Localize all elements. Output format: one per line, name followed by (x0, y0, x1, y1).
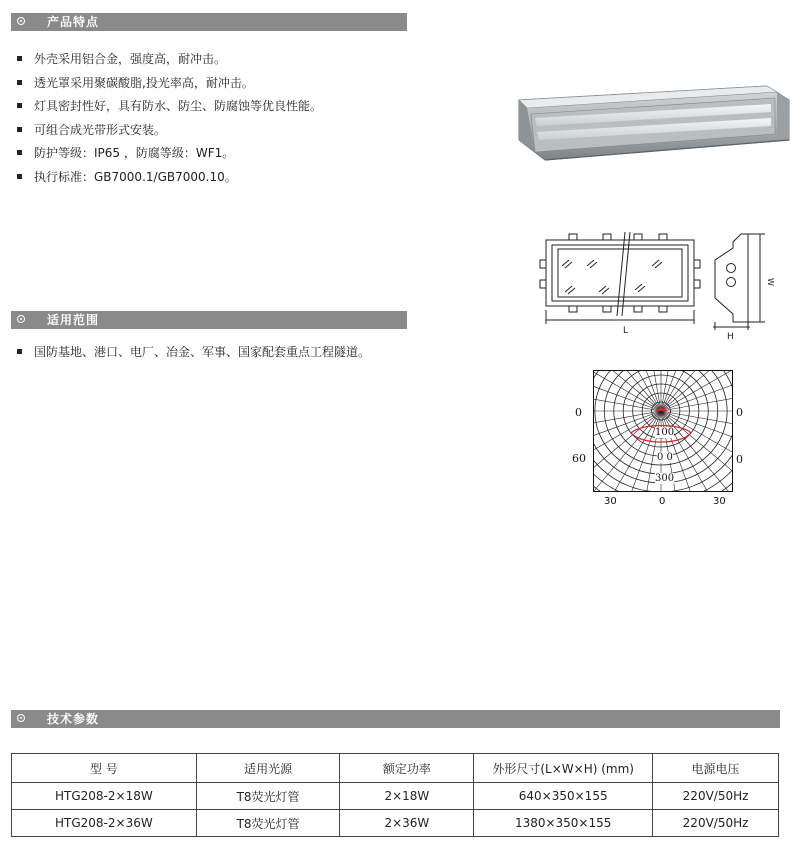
feature-text: 灯具密封性好，具有防水、防尘、防腐蚀等优良性能。 (34, 99, 323, 113)
section-title: 产品特点 (47, 15, 100, 29)
applications-list (17, 345, 487, 369)
table-cell: 1380×350×155 (474, 810, 653, 837)
polar-label: 30 (604, 496, 617, 507)
square-bullet-icon (17, 103, 22, 108)
table-cell: 220V/50Hz (653, 810, 779, 837)
section-title: 适用范围 (47, 313, 100, 327)
column-header: 型 号 (12, 754, 197, 783)
table-cell: 220V/50Hz (653, 783, 779, 810)
bullet-circle-icon (17, 17, 25, 25)
dimension-label-l: L (623, 326, 629, 336)
product-photo (505, 78, 795, 168)
dimension-label-h: H (727, 332, 734, 342)
square-bullet-icon (17, 174, 22, 179)
table-cell: 2×36W (340, 810, 474, 837)
table-cell: 640×350×155 (474, 783, 653, 810)
column-header: 外形尺寸(L×W×H) (mm) (474, 754, 653, 783)
polar-label: 0 (736, 406, 743, 419)
column-header: 适用光源 (196, 754, 340, 783)
dimension-label-w: W (766, 278, 775, 286)
polar-label: 0 (736, 453, 743, 466)
list-item (17, 99, 487, 123)
spec-table (11, 753, 779, 837)
section-title: 技术参数 (47, 712, 100, 726)
polar-label: 100 (655, 427, 675, 438)
list-item (17, 146, 487, 170)
table-row (12, 783, 779, 810)
polar-label: 0 (575, 406, 582, 419)
feature-text: 透光罩采用聚碳酸脂,投光率高，耐冲击。 (34, 75, 254, 90)
column-header: 额定功率 (340, 754, 474, 783)
section-header-features (11, 13, 407, 31)
list-item (17, 52, 487, 76)
polar-label: 30 (713, 496, 726, 507)
square-bullet-icon (17, 127, 22, 132)
table-cell: HTG208-2×18W (12, 783, 197, 810)
table-header-row (12, 754, 779, 783)
feature-text: 防护等级：IP65 ，防腐等级：WF1。 (34, 146, 235, 160)
feature-text: 执行标准：GB7000.1/GB7000.10。 (34, 169, 237, 184)
feature-text: 可组合成光带形式安装。 (34, 122, 167, 137)
square-bullet-icon (17, 150, 22, 155)
features-list (17, 52, 487, 193)
polar-label: 300 (655, 473, 675, 484)
table-cell: 2×18W (340, 783, 474, 810)
dimension-drawing (535, 230, 775, 342)
list-item (17, 345, 487, 369)
square-bullet-icon (17, 349, 22, 354)
application-text: 国防基地、港口、电厂、冶金、军事、国家配套重点工程隧道。 (34, 345, 371, 359)
section-header-specs (11, 710, 780, 728)
table-cell: T8荧光灯管 (196, 810, 340, 837)
polar-label: 0 (659, 496, 666, 507)
polar-label: 0 0 (657, 452, 673, 463)
column-header: 电源电压 (653, 754, 779, 783)
bullet-circle-icon (17, 315, 25, 323)
list-item (17, 170, 487, 194)
polar-label: 60 (572, 452, 586, 465)
bullet-circle-icon (17, 714, 25, 722)
list-item (17, 76, 487, 100)
table-cell: HTG208-2×36W (12, 810, 197, 837)
feature-text: 外壳采用铝合金，强度高，耐冲击。 (34, 52, 227, 66)
list-item (17, 123, 487, 147)
square-bullet-icon (17, 80, 22, 85)
square-bullet-icon (17, 56, 22, 61)
table-cell: T8荧光灯管 (196, 783, 340, 810)
section-header-applications (11, 311, 407, 329)
table-row (12, 810, 779, 837)
